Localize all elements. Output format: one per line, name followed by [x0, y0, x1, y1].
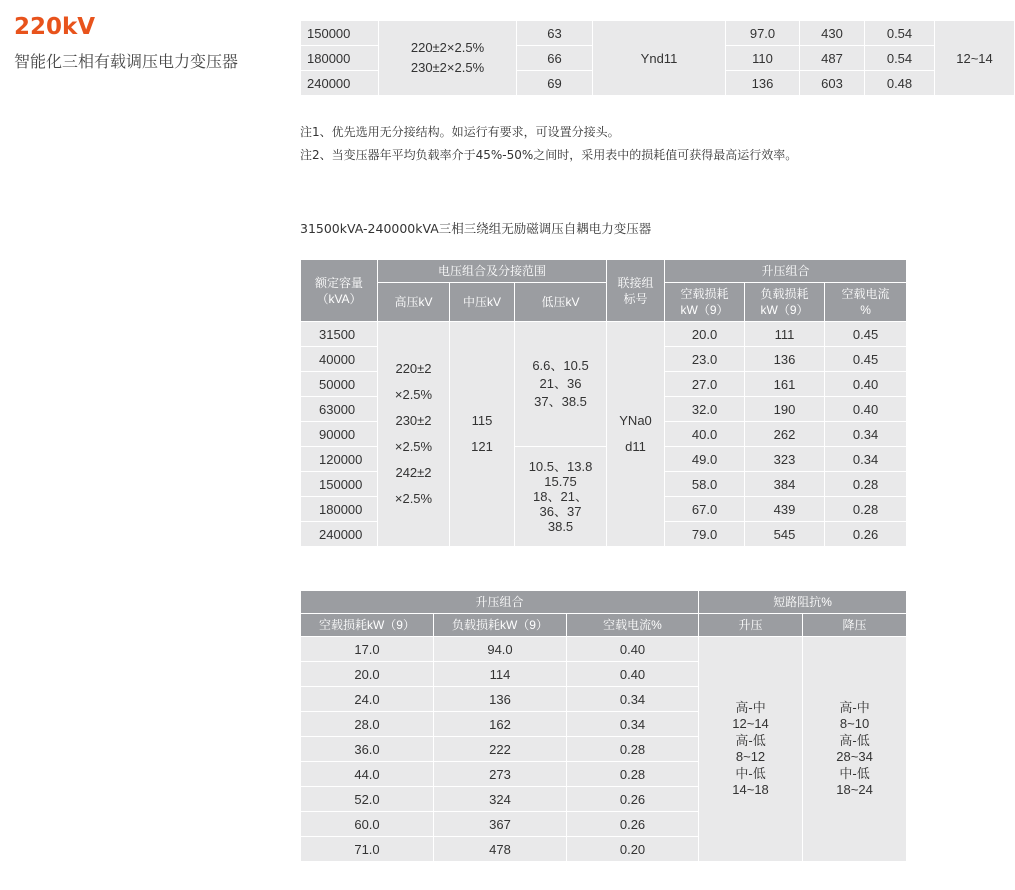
table-cell: 32.0: [665, 397, 745, 422]
hv-range-line: 220±2×2.5%: [410, 40, 485, 55]
table-cell: 439: [745, 497, 825, 522]
header-load: 负载损耗kW（9）: [434, 614, 567, 637]
page-subtitle: 智能化三相有载调压电力变压器: [14, 52, 239, 71]
table-cell: 0.26: [825, 522, 907, 547]
table-cell: 60.0: [301, 812, 434, 837]
table-cell: 384: [745, 472, 825, 497]
table-cell: 180000: [301, 497, 378, 522]
table-cell: 90000: [301, 422, 378, 447]
table-cell: 161: [745, 372, 825, 397]
note-1: 注1、优先选用无分接结构。如运行有要求，可设置分接头。: [300, 125, 620, 139]
table-cell: 20.0: [665, 322, 745, 347]
table-cell: 111: [745, 322, 825, 347]
table-cell: 0.45: [825, 322, 907, 347]
table-cell: 114: [434, 662, 567, 687]
table-cell: 49.0: [665, 447, 745, 472]
table-cell: 0.40: [825, 397, 907, 422]
table-cell: 136: [745, 347, 825, 372]
table-cell: 190: [745, 397, 825, 422]
table-cell-connection: YNa0 d11: [607, 322, 665, 547]
table-cell-lv-bottom: 10.5、13.8 15.75 18、21、 36、37 38.5: [515, 447, 607, 547]
hv-range-line: 230±2×2.5%: [410, 60, 485, 75]
table-cell: 545: [745, 522, 825, 547]
header-impedance: 短路阻抗%: [699, 591, 907, 614]
table-cell: 50000: [301, 372, 378, 397]
table-cell: 603: [800, 71, 865, 96]
table-cell: 23.0: [665, 347, 745, 372]
header-voltage-group: 电压组合及分接范围: [378, 260, 607, 283]
table-cell: 67.0: [665, 497, 745, 522]
table-cell: 240000: [301, 71, 379, 96]
table-cell: 180000: [301, 46, 379, 71]
table-cell: 79.0: [665, 522, 745, 547]
table-cell: 0.28: [825, 497, 907, 522]
table-cell: 240000: [301, 522, 378, 547]
header-boost: 升压组合: [301, 591, 699, 614]
table-cell: 40.0: [665, 422, 745, 447]
table-cell-step-down: 高-中 8~10 高-低 28~34 中-低 18~24: [803, 637, 907, 862]
header-capacity: 额定容量 （kVA）: [301, 260, 378, 322]
table-cell: 0.54: [865, 21, 935, 46]
table-cell: 0.54: [865, 46, 935, 71]
header-noload: 空载损耗kW（9）: [301, 614, 434, 637]
table-cell: 0.40: [825, 372, 907, 397]
section-title: 31500kVA-240000kVA三相三绕组无励磁调压自耦电力变压器: [300, 221, 652, 236]
table-cell: 0.28: [567, 762, 699, 787]
table-cell-lv-top: 6.6、10.5 21、36 37、38.5: [515, 322, 607, 447]
page-title: 220kV: [14, 14, 96, 40]
header-load: 负载损耗 kW（9）: [745, 283, 825, 322]
table-220kv-continuation: [300, 20, 1015, 96]
table-cell-hv: 220±2 ×2.5% 230±2 ×2.5% 242±2 ×2.5%: [378, 322, 450, 547]
table-cell-impedance: 12~14: [935, 21, 1015, 96]
table-cell: 71.0: [301, 837, 434, 862]
table-cell: 40000: [301, 347, 378, 372]
table-cell: 0.40: [567, 637, 699, 662]
table-cell: 0.28: [567, 737, 699, 762]
table-cell: 136: [726, 71, 800, 96]
table-cell: 20.0: [301, 662, 434, 687]
table-cell: 0.34: [567, 712, 699, 737]
header-current: 空载电流%: [567, 614, 699, 637]
table-cell: 36.0: [301, 737, 434, 762]
table-cell: 273: [434, 762, 567, 787]
table-cell: 150000: [301, 21, 379, 46]
table-cell: 17.0: [301, 637, 434, 662]
table-cell: 367: [434, 812, 567, 837]
table-cell: 323: [745, 447, 825, 472]
table-cell: 58.0: [665, 472, 745, 497]
header-noload: 空载损耗 kW（9）: [665, 283, 745, 322]
table-cell: 97.0: [726, 21, 800, 46]
header-hv: 高压kV: [378, 283, 450, 322]
table-cell: 110: [726, 46, 800, 71]
table-boost-impedance: [300, 590, 907, 862]
table-cell-group: Ynd11: [593, 21, 726, 96]
table-cell-mv: 115 121: [450, 322, 515, 547]
table-cell: 44.0: [301, 762, 434, 787]
table-cell: 262: [745, 422, 825, 447]
table-cell: 0.34: [825, 422, 907, 447]
table-cell: 430: [800, 21, 865, 46]
note-2: 注2、当变压器年平均负载率介于45%-50%之间时，采用表中的损耗值可获得最高运行效率。: [300, 148, 798, 162]
table-cell: 69: [517, 71, 593, 96]
table-cell: 136: [434, 687, 567, 712]
table-cell: 63: [517, 21, 593, 46]
table-cell: 120000: [301, 447, 378, 472]
header-boost: 升压组合: [665, 260, 907, 283]
table-cell: 63000: [301, 397, 378, 422]
table-autotransformer: [300, 259, 907, 547]
table-cell-step-up: 高-中 12~14 高-低 8~12 中-低 14~18: [699, 637, 803, 862]
table-cell: 0.34: [567, 687, 699, 712]
header-current: 空载电流 %: [825, 283, 907, 322]
table-cell: 24.0: [301, 687, 434, 712]
header-mv: 中压kV: [450, 283, 515, 322]
header-lv: 低压kV: [515, 283, 607, 322]
table-cell: 0.26: [567, 812, 699, 837]
table-cell: 52.0: [301, 787, 434, 812]
header-connection: 联接组 标号: [607, 260, 665, 322]
table-cell: 0.40: [567, 662, 699, 687]
table-cell: 0.45: [825, 347, 907, 372]
table-cell: 0.20: [567, 837, 699, 862]
table-cell: 94.0: [434, 637, 567, 662]
table-cell: 0.26: [567, 787, 699, 812]
table-cell: 66: [517, 46, 593, 71]
table-cell: 478: [434, 837, 567, 862]
table-cell: 28.0: [301, 712, 434, 737]
table-cell-hv-range: [379, 21, 517, 96]
table-cell: 31500: [301, 322, 378, 347]
table-cell: 0.34: [825, 447, 907, 472]
table-cell: 222: [434, 737, 567, 762]
header-step-up: 升压: [699, 614, 803, 637]
table-cell: 162: [434, 712, 567, 737]
table-cell: 27.0: [665, 372, 745, 397]
header-step-down: 降压: [803, 614, 907, 637]
table-cell: 324: [434, 787, 567, 812]
table-cell: 150000: [301, 472, 378, 497]
table-cell: 0.48: [865, 71, 935, 96]
table-cell: 487: [800, 46, 865, 71]
table-cell: 0.28: [825, 472, 907, 497]
